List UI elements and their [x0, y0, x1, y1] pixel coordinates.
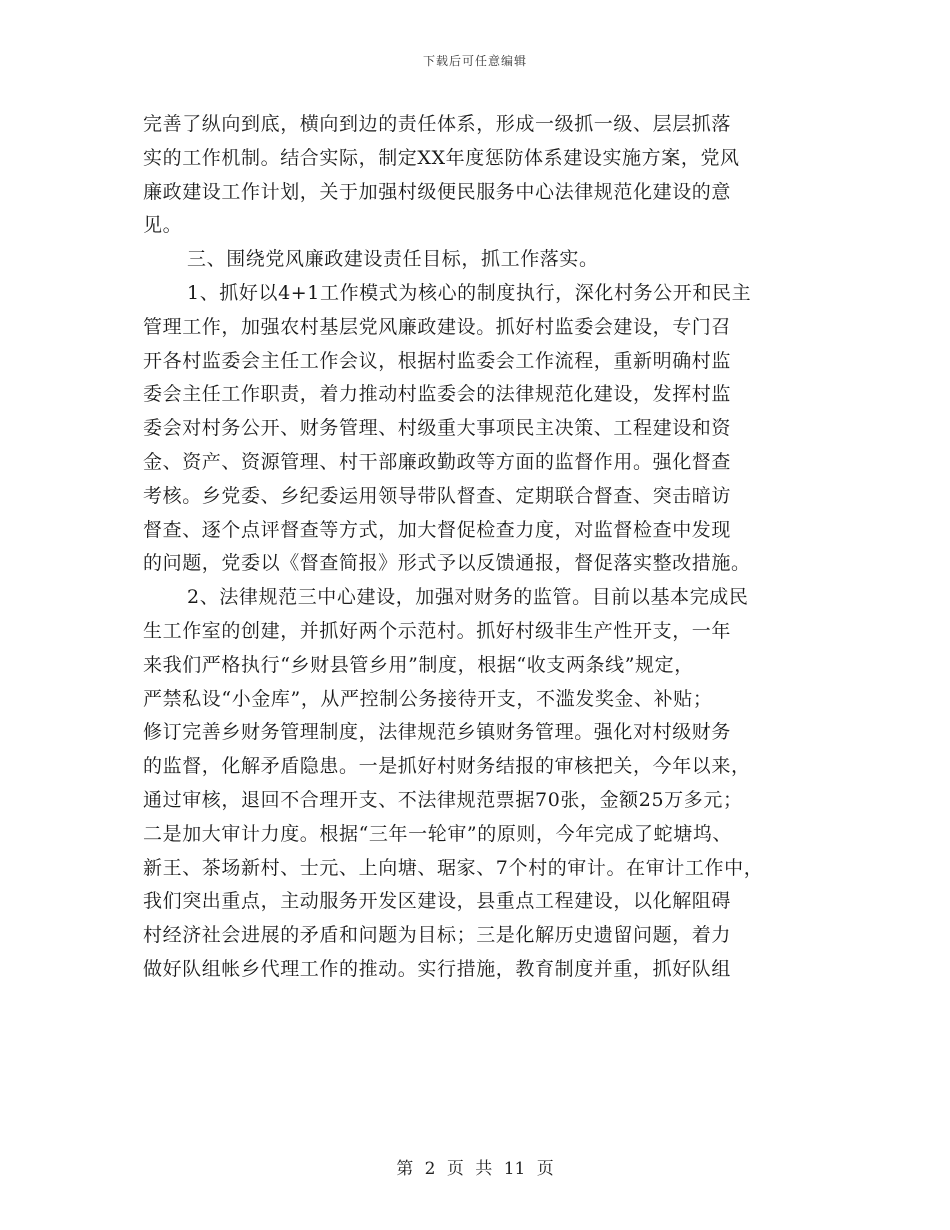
- text-line: 1、抓好以4+1工作模式为核心的制度执行，深化村务公开和民主: [187, 281, 752, 304]
- text-line: 的监督，化解矛盾隐患。一是抓好村财务结报的审核把关，今年以来，: [143, 755, 751, 778]
- text-line: 委会对村务公开、财务管理、村级重大事项民主决策、工程建设和资: [143, 417, 732, 440]
- text-line: 生工作室的创建，并抓好两个示范村。抓好村级非生产性开支，一年: [143, 619, 732, 642]
- text-line: 修订完善乡财务管理制度，法律规范乡镇财务管理。强化对村级财务: [143, 721, 732, 744]
- page-number: 第 2 页 共 11 页: [396, 1159, 554, 1179]
- text-line: 新王、茶场新村、士元、上向塘、琚家、7个村的审计。在审计工作中，: [143, 856, 764, 879]
- text-line: 严禁私设“小金库”，从严控制公务接待开支，不滥发奖金、补贴；: [143, 687, 713, 710]
- text-line: 二是加大审计力度。根据“三年一轮审”的原则，今年完成了蛇塘坞、: [143, 822, 733, 845]
- text-line: 管理工作，加强农村基层党风廉政建设。抓好村监委会建设，专门召: [143, 315, 732, 338]
- text-line: 三、围绕党风廉政建设责任目标，抓工作落实。: [187, 248, 599, 271]
- text-line: 我们突出重点，主动服务开发区建设，县重点工程建设，以化解阻碍: [143, 890, 732, 913]
- text-line: 来我们严格执行“乡财县管乡用”制度，根据“收支两条线”规定，: [143, 653, 694, 676]
- text-line: 考核。乡党委、乡纪委运用领导带队督查、定期联合督查、突击暗访: [143, 484, 732, 507]
- text-line: 金、资产、资源管理、村干部廉政勤政等方面的监督作用。强化督查: [143, 450, 732, 473]
- text-line: 实的工作机制。结合实际，制定XX年度惩防体系建设实施方案，党风: [143, 146, 740, 169]
- text-line: 2、法律规范三中心建设，加强对财务的监管。目前以基本完成民: [187, 586, 749, 609]
- text-line: 委会主任工作职责，着力推动村监委会的法律规范化建设，发挥村监: [143, 383, 732, 406]
- text-line: 见。: [143, 214, 183, 237]
- text-line: 做好队组帐乡代理工作的推动。实行措施，教育制度并重，抓好队组: [143, 957, 732, 980]
- document-body: [143, 108, 813, 987]
- page-header: 下载后可任意编辑: [422, 54, 527, 68]
- text-line: 督查、逐个点评督查等方式，加大督促检查力度，对监督检查中发现: [143, 518, 732, 541]
- text-line: 村经济社会进展的矛盾和问题为目标；三是化解历史遗留问题，着力: [143, 924, 732, 947]
- text-line: 通过审核，退回不合理开支、不法律规范票据70张，金额25万多元；: [143, 788, 743, 811]
- text-line: 的问题，党委以《督查简报》形式予以反馈通报，督促落实整改措施。: [143, 552, 751, 575]
- text-line: 完善了纵向到底，横向到边的责任体系，形成一级抓一级、层层抓落: [143, 113, 732, 135]
- text-line: 廉政建设工作计划，关于加强村级便民服务中心法律规范化建设的意: [143, 180, 732, 203]
- text-line: 开各村监委会主任工作会议，根据村监委会工作流程，重新明确村监: [143, 349, 732, 372]
